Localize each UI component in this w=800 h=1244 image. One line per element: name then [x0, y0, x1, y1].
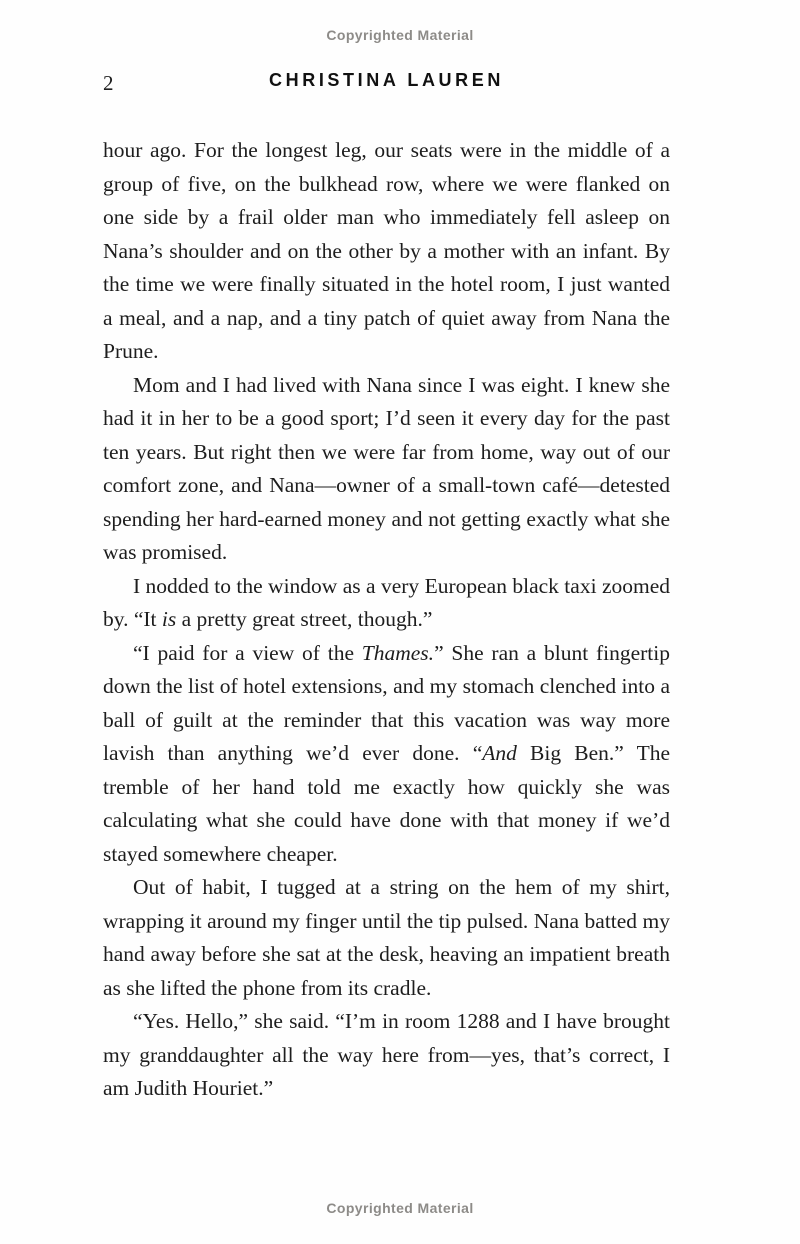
copyright-notice-top: Copyrighted Material	[326, 27, 474, 43]
copyright-notice-bottom: Copyrighted Material	[326, 1200, 474, 1216]
italic-text: Thames.	[361, 640, 435, 665]
body-paragraph: I nodded to the window as a very European black taxi zoomed by. “It is a pretty great street, though.”	[103, 573, 670, 631]
body-paragraph: hour ago. For the longest leg, our seats were in the middle of a group of five, on the bulkhead row, where we were flanked on one side by a frail older man who immediately fell asleep on Nana’s shoulder and on the other by a mother with an infant. By the time we were finally situated in the hotel room, I just wanted a meal, and a nap, and a tiny patch of quiet away from Nana the Prune.	[103, 138, 670, 363]
page-header	[103, 70, 670, 98]
body-paragraph: Mom and I had lived with Nana since I was eight. I knew she had it in her to be a good sport; I’d seen it every day for the past ten years. But right then we were far from home, way out of our comfort zone, and Nana—owner of a small-town café—detested spending her hard-earned money and not getting exactly what she was promised.	[103, 372, 670, 564]
page-number: 2	[103, 71, 114, 95]
italic-text: And	[482, 741, 517, 765]
running-title: CHRISTINA LAUREN	[269, 70, 504, 90]
body-paragraph: Out of habit, I tugged at a string on the hem of my shirt, wrapping it around my finger until the tip pulsed. Nana batted my hand away before she sat at the desk, heaving an impatient breath as she lifted the phone from its cradle.	[103, 875, 670, 1000]
italic-text: is	[161, 607, 177, 631]
body-text	[103, 134, 670, 1106]
body-paragraph: “Yes. Hello,” she said. “I’m in room 1288 and I have brought my granddaughter all the way here from—yes, that’s correct, I am Judith Houriet.”	[103, 1009, 670, 1100]
body-paragraph: “I paid for a view of the Thames.” She ran a blunt fingertip down the list of hotel extensions, and my stomach clenched into a ball of guilt at the reminder that this vacation was way more lavish than anything we’d ever done. “And Big Ben.” The tremble of her hand told me exactly how quickly she was calculating what she could have done with that money if we’d stayed somewhere cheaper.	[103, 640, 670, 866]
